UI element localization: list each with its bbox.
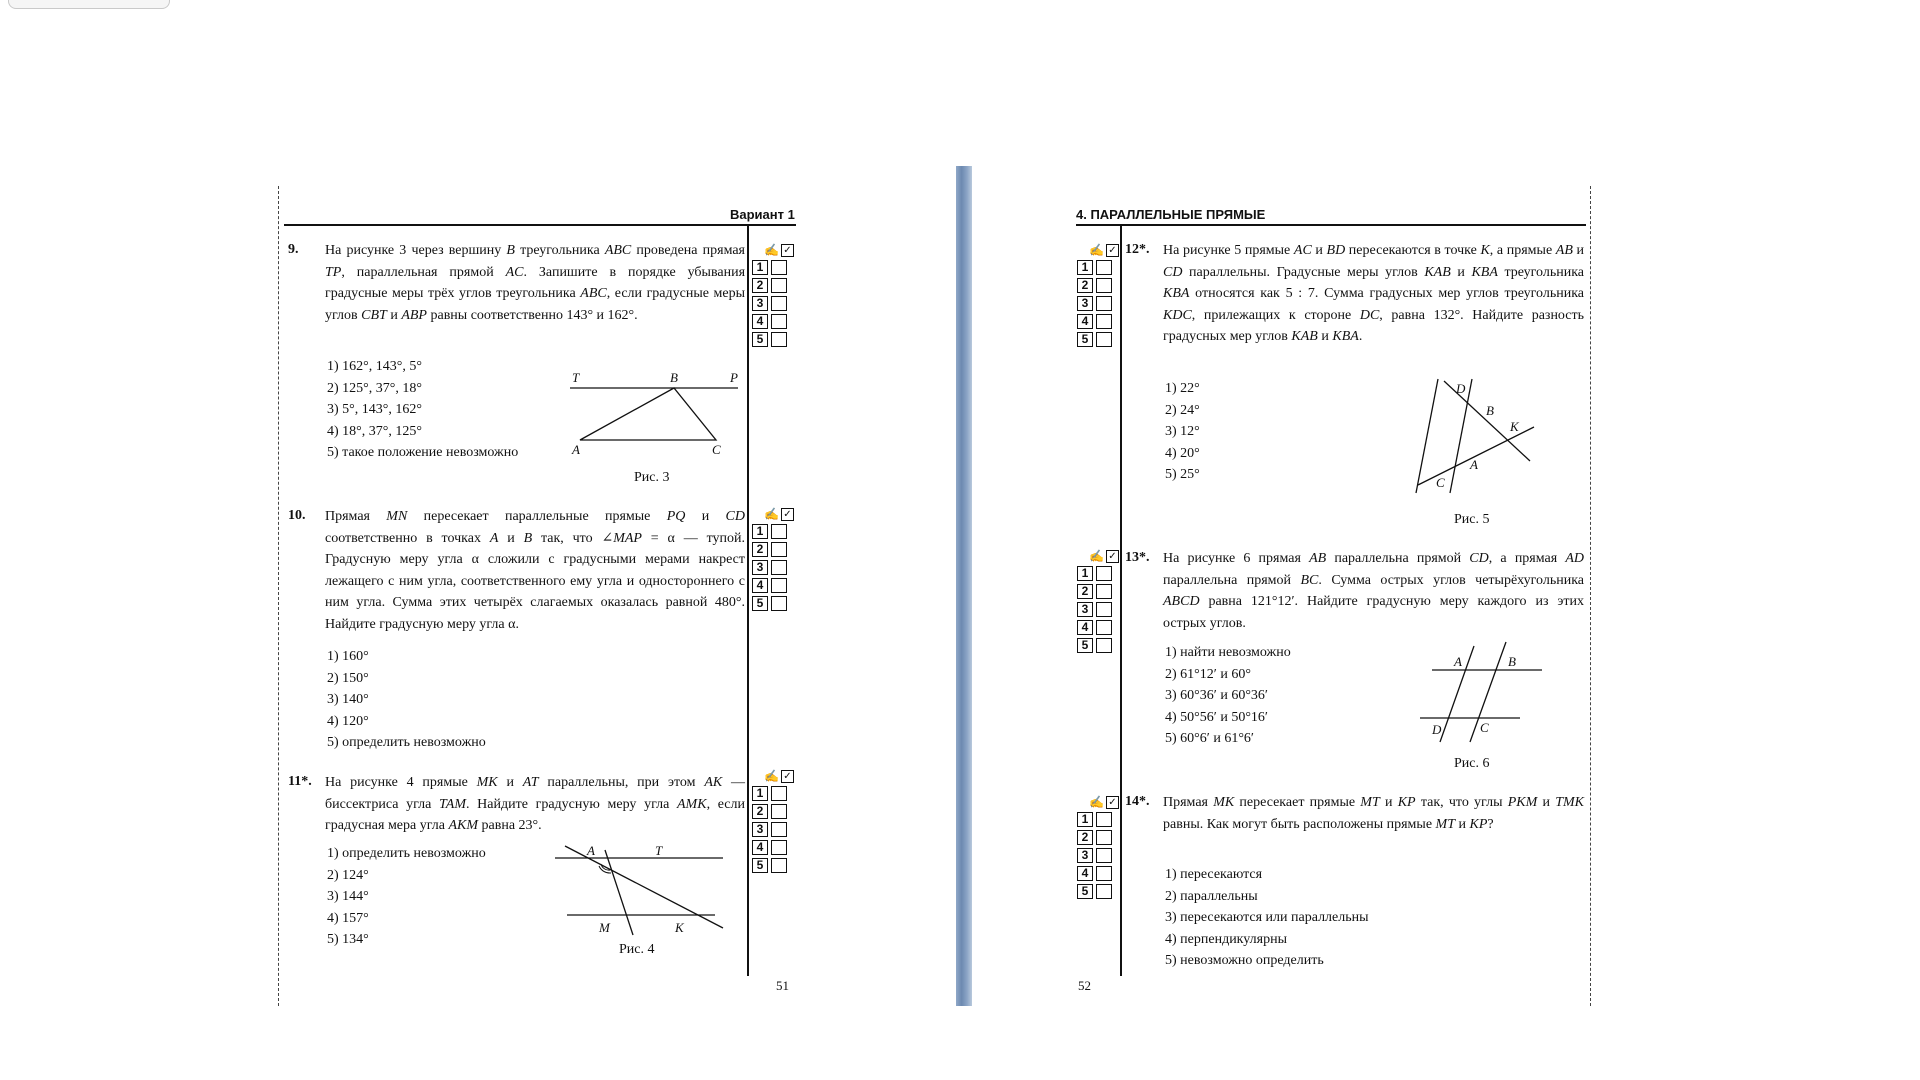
answer-grid-row <box>1077 882 1119 900</box>
answer-number-box: 1 <box>1077 566 1093 581</box>
window-tab-fragment <box>8 0 170 9</box>
answer-mark-box <box>771 278 787 293</box>
answer-mark-box <box>1096 602 1112 617</box>
answer-grid-row <box>752 856 794 874</box>
figure-label: K <box>1510 419 1519 434</box>
answer-number-box: 4 <box>752 840 768 855</box>
answer-option: 2) 24° <box>1165 402 1200 418</box>
answer-mark-box <box>1096 584 1112 599</box>
answer-grid-header <box>1077 548 1119 564</box>
answer-option: 4) перпендикулярны <box>1165 931 1287 947</box>
answer-option: 4) 50°56′ и 50°16′ <box>1165 709 1268 725</box>
figure-label: M <box>599 920 610 935</box>
answer-number-box: 5 <box>1077 332 1093 347</box>
question-text: На рисунке 4 прямые MK и AT параллельны, при этом AK — биссектриса угла TAM. Найдите градусную меру угла AMK, если градусная мера угла AKM равна 23°. <box>325 775 746 833</box>
answer-grid-row <box>1077 864 1119 882</box>
answer-grid-header <box>752 506 794 522</box>
answer-grid-row <box>1077 258 1119 276</box>
answer-option: 1) определить невозможно <box>327 846 486 861</box>
answer-number-box: 5 <box>752 858 768 873</box>
question-number: 10. <box>288 508 306 523</box>
pen-icon: ✍ <box>764 507 779 521</box>
figure-label: A <box>1470 457 1478 472</box>
answer-option: 3) 140° <box>327 692 369 707</box>
answer-grid <box>1077 548 1119 654</box>
answer-grid <box>1077 242 1119 348</box>
question-number: 13*. <box>1125 550 1150 565</box>
answer-option: 4) 120° <box>327 713 369 729</box>
answer-options <box>327 646 486 754</box>
checkbox-check-icon: ✓ <box>1106 796 1119 809</box>
checkbox-check-icon: ✓ <box>781 244 794 257</box>
answer-grid-row <box>1077 564 1119 582</box>
answer-mark-box <box>1096 278 1112 293</box>
answer-number-box: 3 <box>752 560 768 575</box>
answer-option: 5) 60°6′ и 61°6′ <box>1165 731 1254 746</box>
figure-label: A <box>587 843 595 858</box>
question-text: Прямая MN пересекает параллельные прямые PQ и CD соответственно в точках A и B так, что ∠MAP = α — тупой. Градусную меру угла α сложили с градусными мерами накрест лежащего с ним угла, соответственного ему угла и одностороннего с ним угла. Сумма этих четырёх слагаемых оказалась равной 480°. Найдите градусную меру угла α. <box>325 509 745 632</box>
question-text: Прямая MK пересекает прямые MT и KP так, что углы PKM и TMK равны. Как могут быть расположены прямые MT и KP? <box>1163 795 1585 832</box>
answer-grid-row <box>752 558 794 576</box>
answer-grid-row <box>752 594 794 612</box>
answer-mark-box <box>771 822 787 837</box>
answer-grid-row <box>1077 810 1119 828</box>
answer-number-box: 1 <box>1077 812 1093 827</box>
header-rule <box>1076 224 1586 226</box>
answer-mark-box <box>771 332 787 347</box>
figure-label: B <box>670 370 678 385</box>
answer-option: 1) пересекаются <box>1165 867 1263 882</box>
figure-3 <box>568 368 748 458</box>
answer-number-box: 3 <box>752 296 768 311</box>
answer-grid-row <box>1077 618 1119 636</box>
answer-number-box: 2 <box>1077 830 1093 845</box>
pen-icon: ✍ <box>1089 549 1104 563</box>
checkbox-check-icon: ✓ <box>781 770 794 783</box>
answer-column-divider <box>747 224 749 976</box>
answer-grid-row <box>752 312 794 330</box>
answer-number-box: 2 <box>752 804 768 819</box>
answer-mark-box <box>1096 566 1112 581</box>
checkbox-check-icon: ✓ <box>781 508 794 521</box>
figure-label: C <box>1480 720 1489 735</box>
answer-mark-box <box>1096 638 1112 653</box>
figure-caption: Рис. 4 <box>619 942 655 957</box>
answer-option: 1) 160° <box>327 649 369 664</box>
figure-6 <box>1418 638 1568 748</box>
question-number: 11*. <box>288 774 312 789</box>
answer-number-box: 2 <box>752 278 768 293</box>
book-spine <box>956 166 972 1006</box>
pen-icon: ✍ <box>1089 795 1104 809</box>
answer-grid-row <box>752 820 794 838</box>
answer-number-box: 5 <box>1077 884 1093 899</box>
figure-caption: Рис. 5 <box>1454 512 1490 527</box>
answer-grid-row <box>1077 828 1119 846</box>
answer-grid-row <box>752 802 794 820</box>
figure-label: B <box>1486 403 1494 418</box>
answer-option: 3) 5°, 143°, 162° <box>327 402 422 417</box>
answer-options <box>1165 642 1291 750</box>
answer-option: 2) 125°, 37°, 18° <box>327 380 422 396</box>
page-number: 52 <box>1078 978 1091 993</box>
answer-options <box>327 843 486 951</box>
answer-column-divider <box>1120 224 1122 976</box>
answer-grid-header <box>752 242 794 258</box>
answer-grid-row <box>1077 600 1119 618</box>
answer-number-box: 2 <box>752 542 768 557</box>
answer-mark-box <box>1096 812 1112 827</box>
answer-option: 4) 18°, 37°, 125° <box>327 423 422 439</box>
answer-mark-box <box>1096 260 1112 275</box>
question-number: 14*. <box>1125 794 1150 809</box>
answer-options <box>1165 378 1200 486</box>
figure-5 <box>1410 375 1550 500</box>
answer-option: 1) 22° <box>1165 381 1200 396</box>
answer-number-box: 4 <box>1077 866 1093 881</box>
answer-number-box: 4 <box>752 314 768 329</box>
answer-mark-box <box>771 596 787 611</box>
answer-number-box: 1 <box>752 260 768 275</box>
checkbox-check-icon: ✓ <box>1106 244 1119 257</box>
question-text: На рисунке 5 прямые AC и BD пересекаются в точке K, а прямые AB и CD параллельны. Градусные меры углов KAB и KBA треугольника KBA относятся как 5 : 7. Сумма градусных мер углов треугольника KDC, прилежащих к стороне DC, равна 132°. Найдите разность градусных мер углов KAB и KBA. <box>1163 243 1585 344</box>
pen-icon: ✍ <box>764 243 779 257</box>
figure-label: C <box>712 442 721 457</box>
answer-option: 5) 134° <box>327 932 369 947</box>
answer-option: 2) 124° <box>327 867 369 883</box>
answer-grid-row <box>752 276 794 294</box>
figure-label: P <box>730 370 738 385</box>
answer-option: 3) 12° <box>1165 424 1200 439</box>
answer-mark-box <box>771 296 787 311</box>
answer-grid-row <box>752 294 794 312</box>
page-header-variant: Вариант 1 <box>730 207 795 222</box>
answer-grid <box>752 242 794 348</box>
answer-mark-box <box>771 804 787 819</box>
page-number: 51 <box>776 978 789 993</box>
figure-label: T <box>655 843 663 858</box>
answer-mark-box <box>1096 884 1112 899</box>
answer-mark-box <box>1096 866 1112 881</box>
answer-number-box: 4 <box>1077 620 1093 635</box>
answer-grid <box>752 506 794 612</box>
answer-option: 5) 25° <box>1165 467 1200 482</box>
answer-grid-row <box>752 330 794 348</box>
answer-grid-row <box>1077 294 1119 312</box>
answer-mark-box <box>1096 848 1112 863</box>
answer-mark-box <box>771 524 787 539</box>
answer-grid-header <box>1077 794 1119 810</box>
figure-label: K <box>675 920 684 935</box>
answer-number-box: 1 <box>752 524 768 539</box>
header-rule <box>284 224 796 226</box>
answer-grid-row <box>1077 582 1119 600</box>
answer-number-box: 1 <box>1077 260 1093 275</box>
answer-option: 1) 162°, 143°, 5° <box>327 359 422 374</box>
right-page-dashed-margin <box>1590 186 1591 1006</box>
answer-grid-row <box>752 540 794 558</box>
answer-mark-box <box>771 560 787 575</box>
answer-mark-box <box>1096 620 1112 635</box>
answer-options <box>327 356 518 464</box>
figure-label: A <box>1454 654 1462 669</box>
answer-grid-row <box>1077 330 1119 348</box>
answer-options <box>1165 864 1369 972</box>
figure-caption: Рис. 6 <box>1454 756 1490 771</box>
figure-label: C <box>1436 475 1445 490</box>
pen-icon: ✍ <box>764 769 779 783</box>
answer-grid-row <box>1077 636 1119 654</box>
question-text: На рисунке 3 через вершину B треугольника ABC проведена прямая TP, параллельная прямой AC. Запишите в порядке убывания градусные меры трёх углов треугольника ABC, если градусные меры углов CBT и ABP равны соответственно 143° и 162°. <box>325 243 746 323</box>
answer-option: 5) такое положение невозможно <box>327 445 519 460</box>
answer-option: 3) 144° <box>327 889 369 904</box>
answer-option: 2) 150° <box>327 670 369 686</box>
answer-grid-header <box>1077 242 1119 258</box>
answer-mark-box <box>771 578 787 593</box>
question-text: На рисунке 6 прямая AB параллельна прямой CD, а прямая AD параллельна прямой BC. Сумма острых углов четырёхугольника ABCD равна 121°12′. Найдите градусную меру каждого из этих острых углов. <box>1163 551 1585 631</box>
answer-mark-box <box>771 542 787 557</box>
answer-mark-box <box>1096 314 1112 329</box>
answer-grid-row <box>752 838 794 856</box>
answer-mark-box <box>1096 296 1112 311</box>
answer-mark-box <box>1096 332 1112 347</box>
answer-grid-row <box>1077 276 1119 294</box>
answer-mark-box <box>1096 830 1112 845</box>
answer-option: 2) параллельны <box>1165 888 1258 904</box>
answer-option: 3) 60°36′ и 60°36′ <box>1165 688 1268 703</box>
figure-label: D <box>1456 381 1466 396</box>
answer-option: 3) пересекаются или параллельны <box>1165 910 1369 925</box>
answer-grid-row <box>752 784 794 802</box>
answer-number-box: 5 <box>1077 638 1093 653</box>
answer-number-box: 4 <box>752 578 768 593</box>
answer-option: 5) невозможно определить <box>1165 953 1324 968</box>
answer-number-box: 2 <box>1077 278 1093 293</box>
figure-label: A <box>572 442 580 457</box>
answer-option: 5) определить невозможно <box>327 735 486 750</box>
figure-4 <box>555 840 735 940</box>
answer-mark-box <box>771 314 787 329</box>
answer-mark-box <box>771 260 787 275</box>
answer-grid <box>752 768 794 874</box>
page-header-section: 4. ПАРАЛЛЕЛЬНЫЕ ПРЯМЫЕ <box>1076 207 1266 222</box>
question-number: 9. <box>288 242 299 257</box>
answer-mark-box <box>771 840 787 855</box>
answer-grid-row <box>1077 846 1119 864</box>
question-number: 12*. <box>1125 242 1150 257</box>
answer-option: 4) 20° <box>1165 445 1200 461</box>
answer-number-box: 1 <box>752 786 768 801</box>
answer-number-box: 3 <box>1077 602 1093 617</box>
answer-grid <box>1077 794 1119 900</box>
answer-number-box: 3 <box>752 822 768 837</box>
answer-grid-row <box>752 258 794 276</box>
answer-number-box: 3 <box>1077 848 1093 863</box>
answer-option: 1) найти невозможно <box>1165 645 1291 660</box>
answer-grid-row <box>752 576 794 594</box>
answer-number-box: 5 <box>752 596 768 611</box>
answer-number-box: 2 <box>1077 584 1093 599</box>
answer-number-box: 3 <box>1077 296 1093 311</box>
pen-icon: ✍ <box>1089 243 1104 257</box>
left-page-dashed-margin <box>278 186 279 1006</box>
answer-option: 2) 61°12′ и 60° <box>1165 666 1251 682</box>
answer-grid-row <box>752 522 794 540</box>
answer-mark-box <box>771 858 787 873</box>
figure-label: B <box>1508 654 1516 669</box>
figure-label: T <box>572 370 580 385</box>
figure-caption: Рис. 3 <box>634 470 670 485</box>
answer-grid-header <box>752 768 794 784</box>
answer-number-box: 4 <box>1077 314 1093 329</box>
answer-number-box: 5 <box>752 332 768 347</box>
figure-label: D <box>1432 722 1442 737</box>
checkbox-check-icon: ✓ <box>1106 550 1119 563</box>
answer-mark-box <box>771 786 787 801</box>
answer-grid-row <box>1077 312 1119 330</box>
answer-option: 4) 157° <box>327 910 369 926</box>
